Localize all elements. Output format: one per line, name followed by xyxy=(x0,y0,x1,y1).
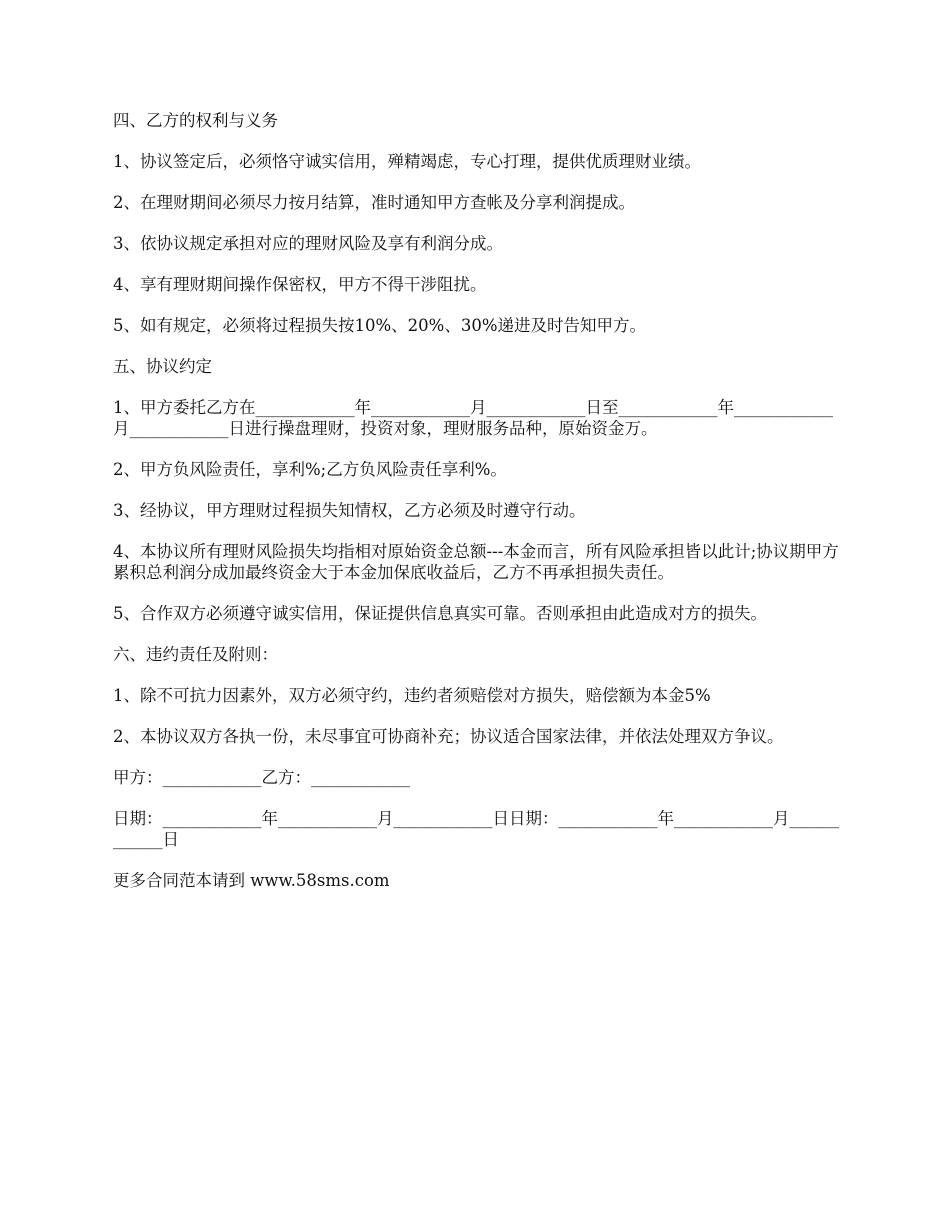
clause-5-2: 2、甲方负风险责任，享利%;乙方负风险责任享利%。 xyxy=(113,460,507,479)
clause-4-5: 5、如有规定，必须将过程损失按10%、20%、30%递进及时告知甲方。 xyxy=(113,316,647,335)
clause-6-2: 2、本协议双方各执一份，未尽事宜可协商补充；协议适合国家法律，并依法处理双方争议。 xyxy=(113,727,784,746)
clause-6-1: 1、除不可抗力因素外，双方必须守约，违约者须赔偿对方损失，赔偿额为本金5% xyxy=(113,686,711,705)
signature-parties-line: 甲方：____________乙方：____________ xyxy=(113,768,410,787)
clause-5-3: 3、经协议，甲方理财过程损失知情权，乙方必须及时遵守行动。 xyxy=(113,501,586,520)
section-heading-liability: 六、违约责任及附则： xyxy=(113,645,278,664)
section-heading-agreement: 五、协议约定 xyxy=(113,357,212,376)
clause-4-2: 2、在理财期间必须尽力按月结算，准时通知甲方查帐及分享利润提成。 xyxy=(113,193,635,212)
clause-4-1: 1、协议签定后，必须恪守诚实信用，殚精竭虑，专心打理，提供优质理财业绩。 xyxy=(113,152,701,171)
signature-dates-line: 日期：____________年____________月____________日日期：____________年____________月____________日 xyxy=(113,809,839,849)
clause-5-4: 4、本协议所有理财风险损失均指相对原始资金总额---本金而言，所有风险承担皆以此计;协议期甲方累积总利润分成加最终资金大于本金加保底收益后，乙方不再承担损失责任。 xyxy=(113,542,839,582)
clause-5-5: 5、合作双方必须遵守诚实信用，保证提供信息真实可靠。否则承担由此造成对方的损失。 xyxy=(113,604,767,623)
section-heading-rights: 四、乙方的权利与义务 xyxy=(113,111,278,130)
clause-4-3: 3、依协议规定承担对应的理财风险及享有利润分成。 xyxy=(113,234,503,253)
document-body xyxy=(113,110,843,911)
clause-5-1: 1、甲方委托乙方在____________年____________月____________日至____________年____________月____________日进行操盘理财，投资对象，理财服务品种，原始资金万。 xyxy=(113,398,833,438)
clause-4-4: 4、享有理财期间操作保密权，甲方不得干涉阻扰。 xyxy=(113,275,487,294)
footer-link-text: 更多合同范本请到 www.58sms.com xyxy=(113,871,390,890)
